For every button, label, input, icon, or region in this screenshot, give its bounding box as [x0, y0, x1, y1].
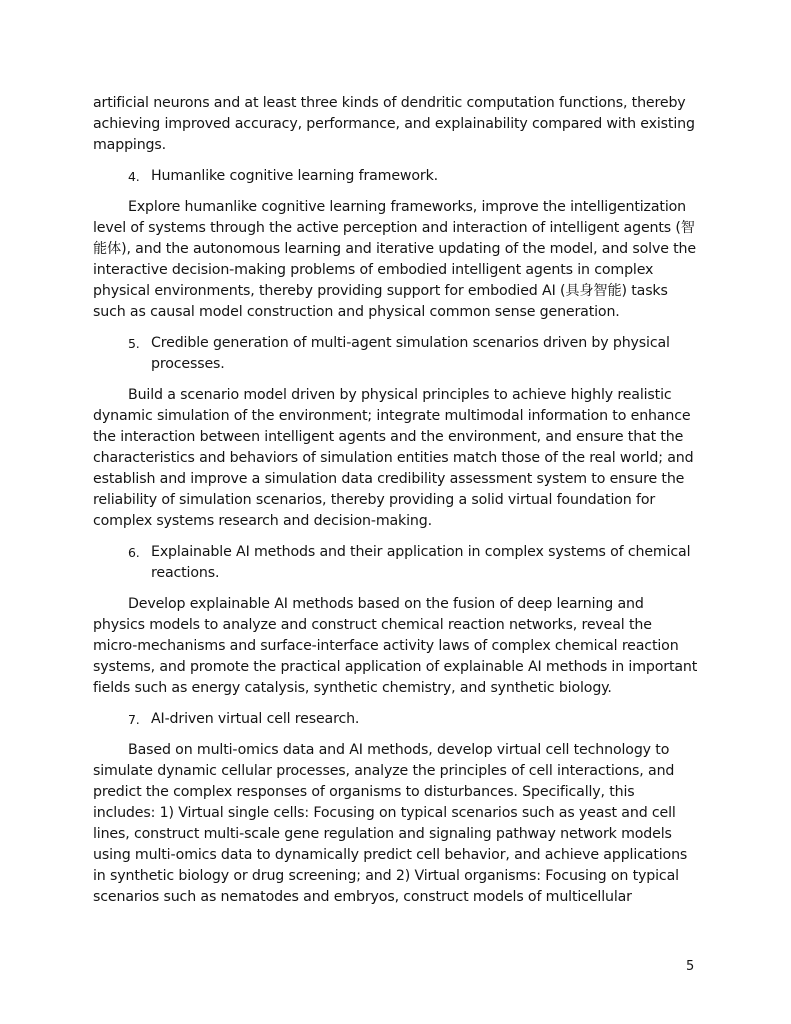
- list-item-title: AI-driven virtual cell research.: [151, 711, 360, 727]
- list-item-title: Credible generation of multi-agent simulation scenarios driven by physical processes.: [151, 335, 670, 372]
- paragraph-humanlike-learning: Explore humanlike cognitive learning frameworks, improve the intelligentization level of systems through the active perception and interaction of intelligent agents (智能体), and the autonomous learning and iterative updating of the model, and solve the interactive decision-making problems of embodied intelligent agents in complex physical environments, thereby providing support for embodied AI (具身智能) tasks such as causal model construction and physical common sense generation.: [93, 199, 696, 320]
- paragraph-virtual-cell: Based on multi-omics data and AI methods, develop virtual cell technology to simulate dynamic cellular processes, analyze the principles of cell interactions, and predict the complex responses of organisms to disturbances. Specifically, this includes: 1) Virtual single cells: Focusing on typical scenarios such as yeast and cell lines, construct multi-scale gene regulation and signaling pathway network models using multi-omics data to dynamically predict cell behavior, and achieve applications in synthetic biology or drug screening; and 2) Virtual organisms: Focusing on typical scenarios such as nematodes and embryos, construct models of multicellular: [93, 742, 688, 905]
- list-number: 6.: [128, 545, 140, 560]
- page-number: 5: [686, 959, 695, 974]
- list-number: 4.: [128, 169, 140, 184]
- list-item-title: Explainable AI methods and their application in complex systems of chemical reactions.: [151, 544, 691, 581]
- document-body: [93, 93, 699, 918]
- list-item-6: [93, 542, 699, 584]
- list-item-4: [93, 166, 699, 187]
- list-item-7: [93, 709, 699, 730]
- list-item-5: [93, 333, 699, 375]
- paragraph-explainable-ai: Develop explainable AI methods based on the fusion of deep learning and physics models to analyze and construct chemical reaction networks, reveal the micro-mechanisms and surface-interface activity laws of complex chemical reaction systems, and promote the practical application of explainable AI methods in important fields such as energy catalysis, synthetic chemistry, and synthetic biology.: [93, 596, 698, 696]
- list-number: 7.: [128, 712, 140, 727]
- list-item-title: Humanlike cognitive learning framework.: [151, 168, 439, 184]
- list-number: 5.: [128, 336, 140, 351]
- paragraph-continuation: artificial neurons and at least three kinds of dendritic computation functions, thereby achieving improved accuracy, performance, and explainability compared with existing mappings.: [93, 95, 695, 153]
- paragraph-simulation-scenarios: Build a scenario model driven by physical principles to achieve highly realistic dynamic simulation of the environment; integrate multimodal information to enhance the interaction between intelligent agents and the environment, and ensure that the characteristics and behaviors of simulation entities match those of the real world; and establish and improve a simulation data credibility assessment system to ensure the reliability of simulation scenarios, thereby providing a solid virtual foundation for complex systems research and decision-making.: [93, 387, 694, 529]
